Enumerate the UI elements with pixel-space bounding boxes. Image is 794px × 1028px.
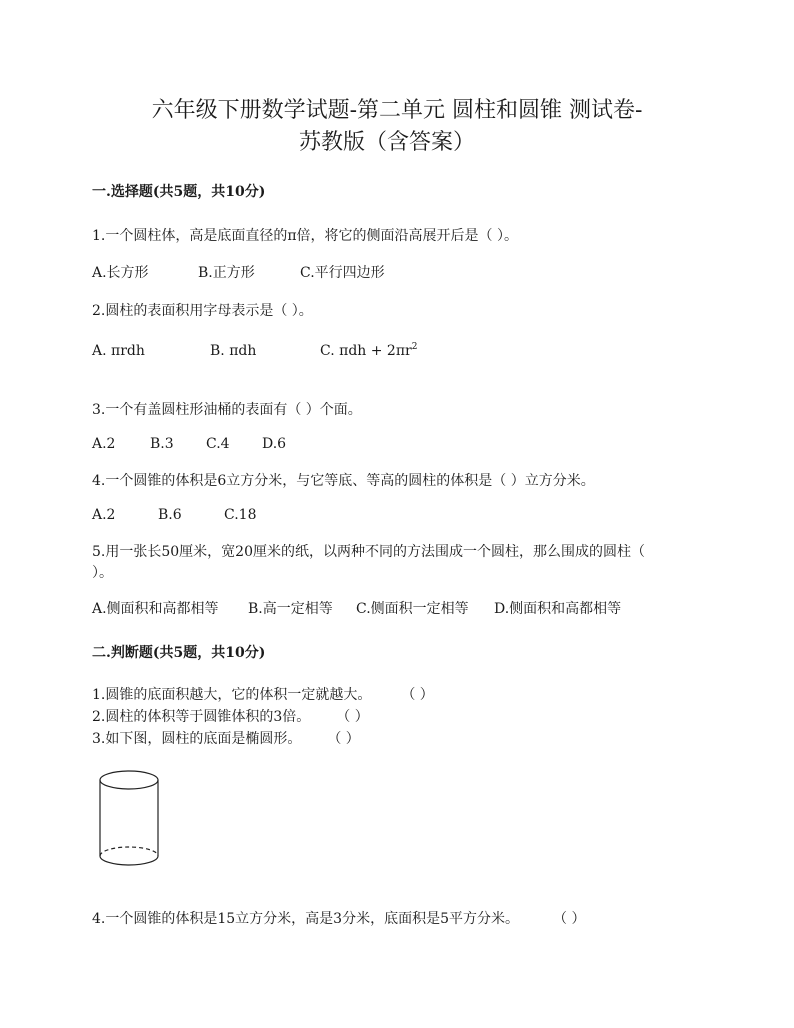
question-1-stem: 1.一个圆柱体，高是底面直径的π倍，将它的侧面沿高展开后是（ ）。 <box>92 228 519 244</box>
judge-item-4 <box>92 908 585 928</box>
option-b: B.高一定相等 <box>248 601 333 617</box>
option-c <box>320 342 417 359</box>
option-c: C.侧面积一定相等 <box>356 601 469 617</box>
option-d: D.侧面积和高都相等 <box>494 601 622 617</box>
answer-paren: （ ） <box>553 911 586 927</box>
cylinder-figure <box>96 766 168 872</box>
question-3-stem: 3.一个有盖圆柱形油桶的表面有（ ）个面。 <box>92 402 362 418</box>
judge-item-1 <box>92 684 434 704</box>
option-c-text: C. πdh + 2πr <box>320 342 412 359</box>
option-a: A. πrdh <box>92 342 145 359</box>
option-c: C.18 <box>224 507 257 523</box>
question-5-stem-line1: 5.用一张长50厘米，宽20厘米的纸，以两种不同的方法围成一个圆柱，那么围成的圆柱（ <box>92 544 645 560</box>
judge-item-text: 4.一个圆锥的体积是15立方分米，高是3分米，底面积是5平方分米。 <box>92 911 519 927</box>
section-heading-judge: 二.判断题(共5题，共10分) <box>92 645 266 661</box>
option-d: D.6 <box>262 436 287 452</box>
answer-paren: （ ） <box>401 687 434 703</box>
option-c: C.平行四边形 <box>300 265 385 281</box>
option-b: B.正方形 <box>198 265 255 281</box>
cylinder-bottom-back-dashed <box>100 847 158 856</box>
cylinder-top-ellipse <box>100 771 158 789</box>
page-title-line2: 苏教版（含答案） <box>298 130 475 155</box>
judge-item-text: 3.如下图，圆柱的底面是椭圆形。 <box>92 731 302 747</box>
question-5-options <box>92 598 621 618</box>
option-a: A.侧面积和高都相等 <box>92 601 219 617</box>
question-3-options <box>92 436 286 452</box>
question-4-options <box>92 507 256 523</box>
cylinder-bottom-front <box>100 856 158 865</box>
judge-item-2 <box>92 706 369 726</box>
question-1-options <box>92 262 385 282</box>
question-4-stem: 4.一个圆锥的体积是6立方分米，与它等底、等高的圆柱的体积是（ ）立方分米。 <box>92 473 595 489</box>
option-c: C.4 <box>206 436 230 452</box>
judge-item-3 <box>92 728 360 748</box>
judge-item-text: 2.圆柱的体积等于圆锥体积的3倍。 <box>92 709 311 725</box>
page-title-line1: 六年级下册数学试题-第二单元 圆柱和圆锥 测试卷- <box>151 98 643 123</box>
question-2-stem: 2.圆柱的表面积用字母表示是（ ）。 <box>92 303 313 319</box>
option-a: A.2 <box>92 507 116 523</box>
option-a: A.长方形 <box>92 265 149 281</box>
option-c-exponent: 2 <box>411 342 418 352</box>
question-2-options <box>92 342 417 359</box>
judge-item-text: 1.圆锥的底面积越大，它的体积一定就越大。 <box>92 687 372 703</box>
answer-paren: （ ） <box>336 709 369 725</box>
question-5-stem-line2: ）。 <box>92 565 113 581</box>
answer-paren: （ ） <box>327 731 360 747</box>
option-a: A.2 <box>92 436 116 452</box>
option-b: B. πdh <box>210 342 257 359</box>
section-heading-choice: 一.选择题(共5题，共10分) <box>92 184 266 200</box>
option-b: B.3 <box>150 436 174 452</box>
option-b: B.6 <box>158 507 182 523</box>
